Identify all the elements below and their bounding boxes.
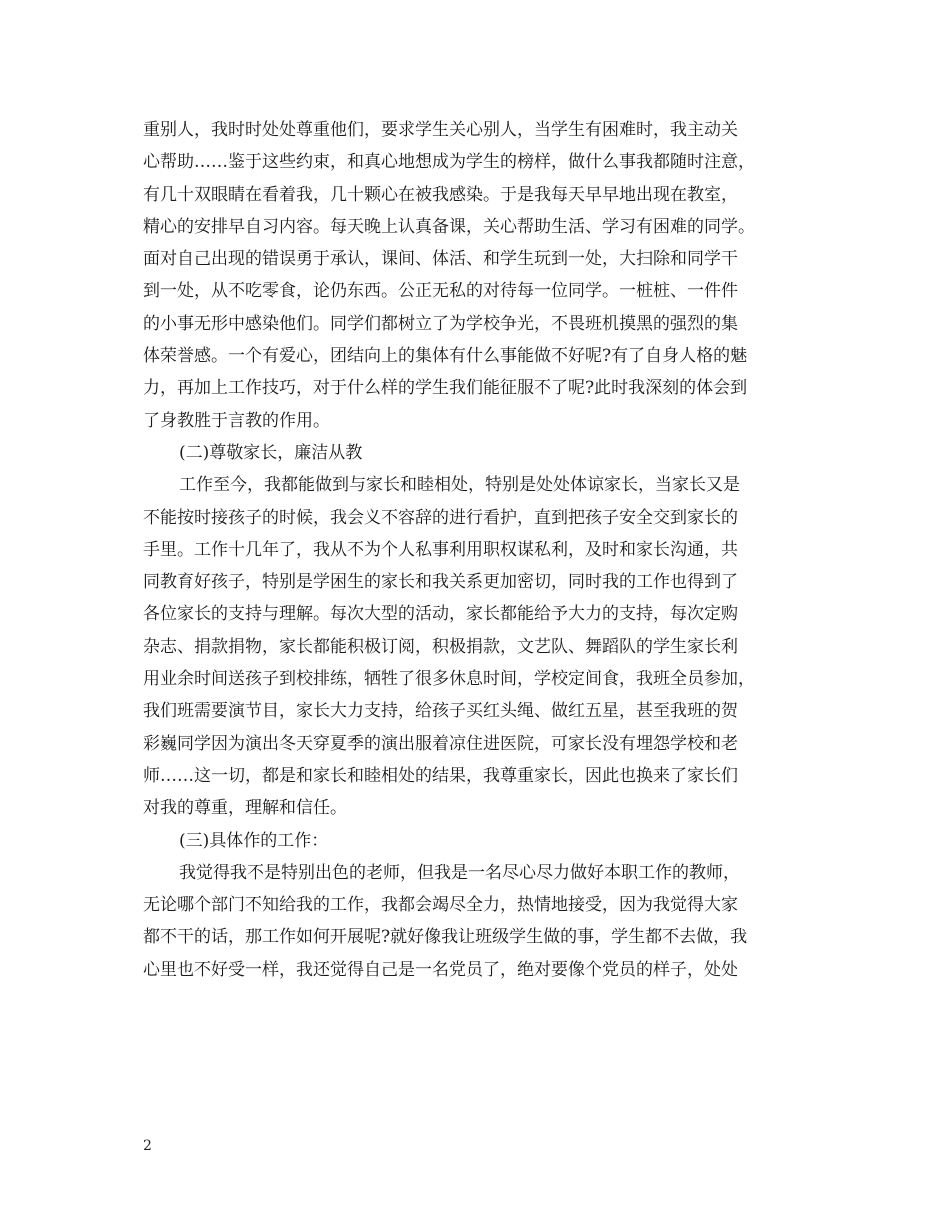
text-line: 的小事无形中感染他们。同学们都树立了为学校争光，不畏班机摸黑的强烈的集 xyxy=(143,313,738,334)
text-line: 师……这一切，都是和家长和睦相处的结果，我尊重家长，因此也换来了家长们 xyxy=(143,765,738,786)
text-line: 各位家长的支持与理解。每次大型的活动，家长都能给予大力的支持，每次定购 xyxy=(143,604,738,625)
text-line: 杂志、捐款捐物，家长都能积极订阅，积极捐款，文艺队、舞蹈队的学生家长利 xyxy=(143,636,738,657)
text-line: 同教育好孩子，特别是学困生的家长和我关系更加密切，同时我的工作也得到了 xyxy=(143,572,738,593)
text-line: 心里也不好受一样，我还觉得自己是一名党员了，绝对要像个党员的样子，处处 xyxy=(143,959,738,980)
text-line: 我觉得我不是特别出色的老师，但我是一名尽心尽力做好本职工作的教师， xyxy=(179,862,740,883)
text-line: 有几十双眼睛在看着我，几十颗心在被我感染。于是我每天早早地出现在教室， xyxy=(143,184,738,205)
text-line: 我们班需要演节目，家长大力支持，给孩子买红头绳、做红五星，甚至我班的贺 xyxy=(143,701,738,722)
text-line: 体荣誉感。一个有爱心，团结向上的集体有什么事能做不好呢?有了自身人格的魅 xyxy=(143,346,748,367)
text-line: 用业余时间送孩子到校排练，牺牲了很多休息时间，学校定间食，我班全员参加， xyxy=(143,669,755,690)
text-line: 都不干的话，那工作如何开展呢?就好像我让班级学生做的事，学生都不去做，我 xyxy=(143,927,748,948)
text-line: 力，再加上工作技巧，对于什么样的学生我们能征服不了呢?此时我深刻的体会到 xyxy=(143,378,748,399)
text-line: 无论哪个部门不知给我的工作，我都会竭尽全力，热情地接受，因为我觉得大家 xyxy=(143,895,738,916)
section-heading: (三)具体作的工作： xyxy=(179,830,329,851)
body-text xyxy=(143,114,823,986)
text-line: 工作至今，我都能做到与家长和睦相处，特别是处处体谅家长，当家长又是 xyxy=(179,475,740,496)
text-line: 面对自己出现的错误勇于承认，课间、体活、和学生玩到一处，大扫除和同学干 xyxy=(143,249,738,270)
section-heading: (二)尊敬家长，廉洁从教 xyxy=(179,442,363,463)
text-line: 了身教胜于言教的作用。 xyxy=(143,410,330,431)
text-line: 重别人，我时时处处尊重他们，要求学生关心别人，当学生有困难时，我主动关 xyxy=(143,120,738,140)
page-number: 2 xyxy=(143,1138,152,1154)
text-line: 精心的安排早自习内容。每天晚上认真备课，关心帮助生活、学习有困难的同学。 xyxy=(143,216,755,237)
text-line: 对我的尊重，理解和信任。 xyxy=(143,798,347,819)
text-line: 心帮助……鉴于这些约束，和真心地想成为学生的榜样，做什么事我都随时注意， xyxy=(143,152,755,173)
text-line: 到一处，从不吃零食，论仍东西。公正无私的对待每一位同学。一桩桩、一件件 xyxy=(143,281,738,302)
text-line: 手里。工作十几年了，我从不为个人私事利用职权谋私利，及时和家长沟通，共 xyxy=(143,539,738,560)
text-line: 不能按时接孩子的时候，我会义不容辞的进行看护，直到把孩子安全交到家长的 xyxy=(143,507,738,528)
text-line: 彩巍同学因为演出冬天穿夏季的演出服着凉住进医院，可家长没有埋怨学校和老 xyxy=(143,733,738,754)
